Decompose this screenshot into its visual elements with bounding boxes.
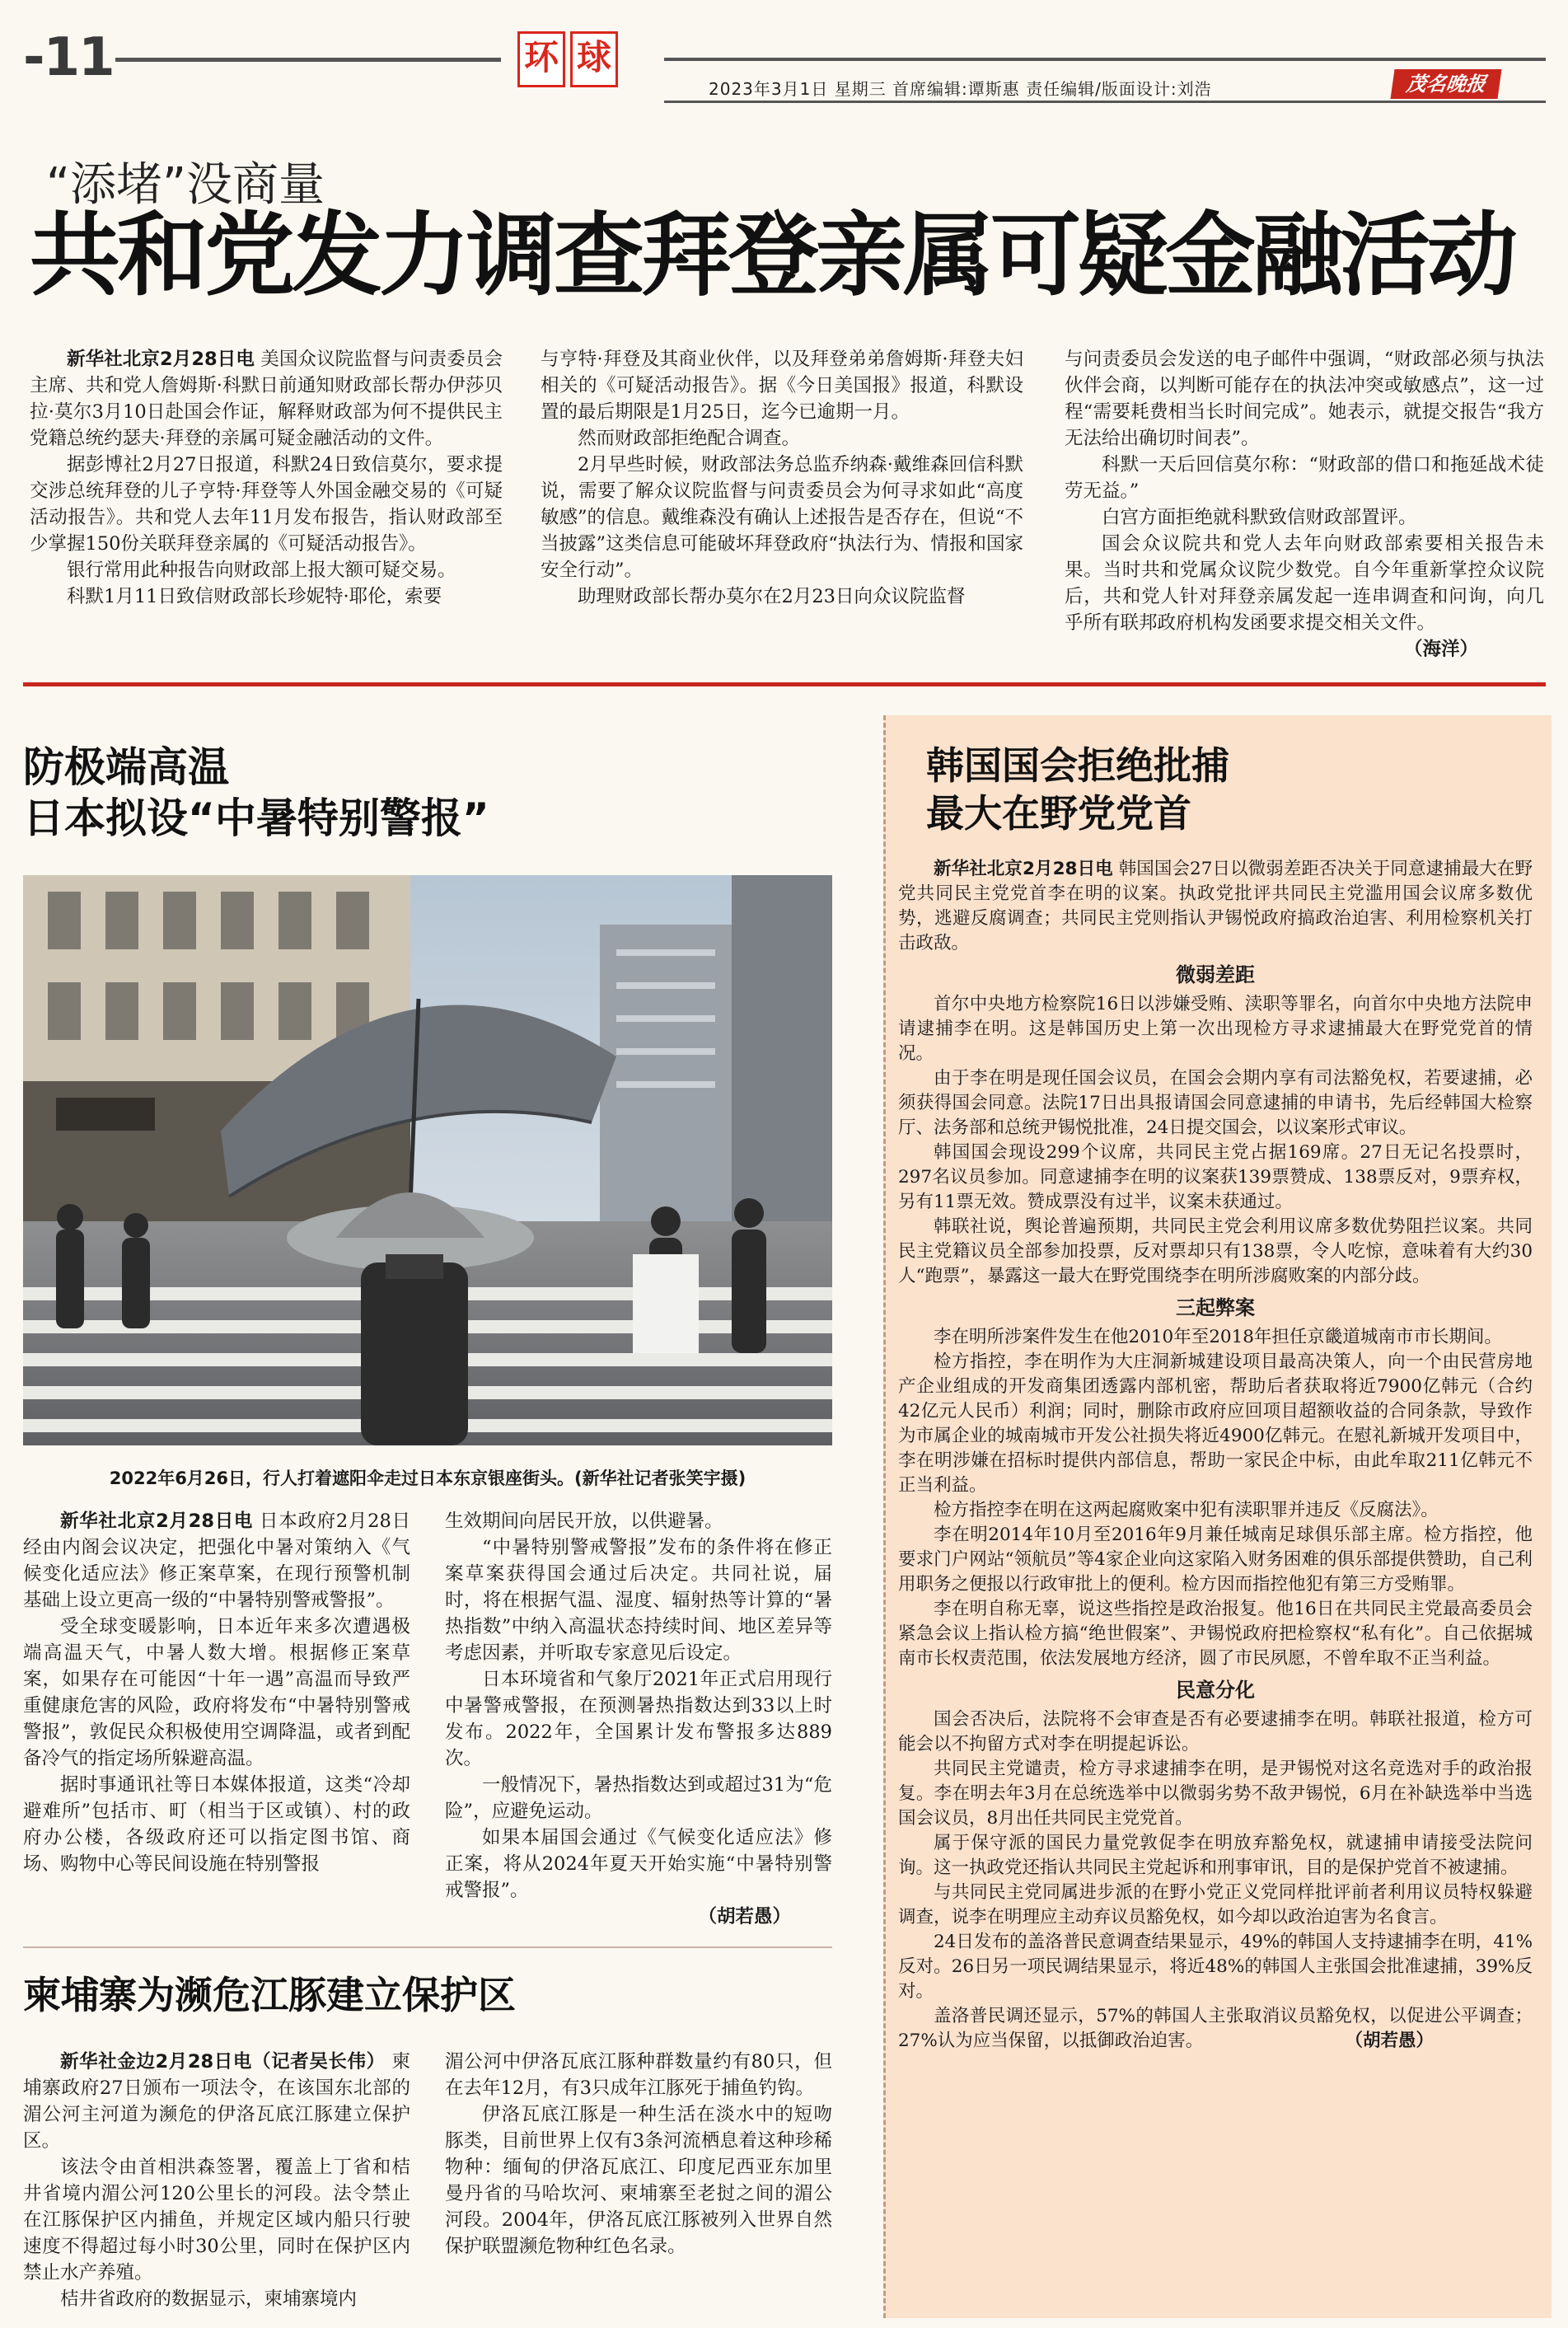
paragraph: 科默一天后回信莫尔称：“财政部的借口和拖延战术徒劳无益。” (1065, 454, 1544, 502)
header-rule-under (664, 101, 1546, 103)
header-info: 2023年3月1日 星期三 首席编辑:谭斯惠 责任编辑/版面设计:刘浩 (709, 79, 1212, 99)
header-rule-right (664, 58, 1546, 61)
lead-column-2 (541, 346, 1023, 610)
paragraph: 助理财政部长帮办莫尔在2月23日向众议院监督 (578, 586, 966, 607)
subsection-title: 民意分化 (1176, 1679, 1255, 1702)
ginza-street-photo (23, 875, 832, 1445)
lead-dateline: 新华社北京2月28日电 (67, 349, 255, 370)
paragraph: 美国众议院监督与问责委员会主席、共和党人詹姆斯·科默日前通知财政部长帮办伊莎贝拉·莫尔3月10日赴国会作证，解释财政部为何不提供民主党籍总统约瑟夫·拜登的亲属可疑金融活动的文件。 (30, 349, 503, 449)
paragraph: 检方指控李在明在这两起腐败案中犯有渎职罪并违反《反腐法》。 (934, 1500, 1439, 1520)
japan-byline: （胡若愚） (698, 1906, 791, 1928)
paragraph: 盖洛普民调还显示，57%的韩国人主张取消议员豁免权，以促进公平调查；27%认为应当保留，以抵御政治迫害。 (898, 2006, 1533, 2051)
paragraph: 该法令由首相洪森签署，覆盖上丁省和桔井省境内湄公河120公里长的河段。法令禁止在江豚保护区内捕鱼，并规定区域内船只行驶速度不得超过每小时30公里，同时在保护区内禁止水产养殖。 (23, 2157, 410, 2284)
cambodia-dateline: 新华社金边2月28日电（记者吴长伟） (60, 2051, 386, 2073)
korea-headline-line-1: 韩国国会拒绝批捕 (926, 743, 1229, 788)
section-char-1: 环 (517, 31, 565, 87)
japan-headline-line-1: 防极端高温 (23, 743, 229, 791)
paragraph: 2月早些时候，财政部法务总监乔纳森·戴维森回信科默说，需要了解众议院监督与问责委员会为何寻求如此“高度敏感”的信息。戴维森没有确认上述报告是否存在，但说“不当披露”这类信息可能破坏拜登政府“执法行为、情报和国家安全行动”。 (541, 454, 1023, 581)
japan-column-2 (445, 1508, 832, 1930)
korea-byline: （胡若愚） (1345, 2031, 1434, 2051)
paragraph: 国会众议院共和党人去年向财政部索要相关报告未果。当时共和党属众议院少数党。自今年重新掌控众议院后，共和党人针对拜登亲属发起一连串调查和问询，向几乎所有联邦政府机构发函要求提交相关文件。 (1065, 533, 1544, 634)
paragraph: 首尔中央地方检察院16日以涉嫌受贿、渎职等罪名，向首尔中央地方法院申请逮捕李在明。这是韩国历史上第一次出现检方寻求逮捕最大在野党党首的情况。 (898, 994, 1533, 1064)
paragraph: 日本环境省和气象厅2021年正式启用现行中暑警戒警报，在预测暑热指数达到33以上时发布。2022年，全国累计发布警报多达889次。 (445, 1669, 832, 1769)
lead-column-3 (1065, 346, 1544, 663)
newspaper-logo: 茂名晚报 (1390, 69, 1501, 99)
paragraph: 据彭博社2月27日报道，科默24日致信莫尔，要求提交涉总统拜登的儿子亨特·拜登等人外国金融交易的《可疑活动报告》。共和党人去年11月发布报告，指认财政部至少掌握150份关联拜登亲属的《可疑活动报告》。 (30, 454, 503, 555)
paragraph: 柬埔寨政府27日颁布一项法令，在该国东北部的湄公河主河道为濒危的伊洛瓦底江豚建立保护区。 (23, 2051, 411, 2152)
lead-kicker: “添堵”没商量 (46, 158, 325, 212)
japan-column-1 (23, 1508, 410, 1877)
paragraph: 24日发布的盖洛普民意调查结果显示，49%的韩国人支持逮捕李在明，41%反对。26日另一项民调结果显示，将近48%的韩国人主张国会批准逮捕，39%反对。 (898, 1932, 1533, 2002)
paragraph: 受全球变暖影响，日本近年来多次遭遇极端高温天气，中暑人数大增。根据修正案草案，如果存在可能因“十年一遇”高温而导致严重健康危害的风险，政府将发布“中暑特别警戒警报”，敦促民众积极使用空调降温，或者到配备冷气的指定场所躲避高温。 (23, 1616, 410, 1769)
japan-dateline: 新华社北京2月28日电 (60, 1511, 254, 1532)
header-rule-left (115, 58, 501, 62)
paragraph: 生效期间向居民开放，以供避暑。 (445, 1511, 723, 1532)
paragraph: 桔井省政府的数据显示，柬埔寨境内 (60, 2288, 358, 2310)
korea-body (898, 857, 1533, 2054)
paragraph: 韩国国会现设299个议席，共同民主党占据169席。27日无记名投票时，297名议员参加。同意逮捕李在明的议案获139票赞成、138票反对，9票弃权，另有11票无效。赞成票没有过半，议案未获通过。 (898, 1142, 1533, 1212)
paragraph: “中暑特别警戒警报”发布的条件将在修正案草案获得国会通过后决定。共同社说，届时，将在根据气温、湿度、辐射热等计算的“暑热指数”中纳入高温状态持续时间、地区差异等考虑因素，并听取专家意见后设定。 (445, 1537, 832, 1664)
paragraph: 与问责委员会发送的电子邮件中强调，“财政部必须与执法伙伴会商，以判断可能存在的执法冲突或敏感点”，这一过程“需要耗费相当长时间完成”。她表示，就提交报告“我方无法给出确切时间表”。 (1065, 349, 1544, 449)
paragraph: 共同民主党谴责，检方寻求逮捕李在明，是尹锡悦对这名竞选对手的政治报复。李在明去年3月在总统选举中以微弱劣势不敌尹锡悦，6月在补缺选举中当选国会议员，8月出任共同民主党党首。 (898, 1759, 1533, 1829)
paragraph: 伊洛瓦底江豚是一种生活在淡水中的短吻豚类，目前世界上仅有3条河流栖息着这种珍稀物种：缅甸的伊洛瓦底江、印度尼西亚东加里曼丹省的马哈坎河、柬埔寨至老挝之间的湄公河段。2004年，伊洛瓦底江豚被列入世界自然保护联盟濒危物种红色名录。 (445, 2104, 832, 2257)
paragraph: 由于李在明是现任国会议员，在国会会期内享有司法豁免权，若要逮捕，必须获得国会同意。法院17日出具报请国会同意逮捕的申请书，先后经韩国大检察厅、法务部和总统尹锡悦批准，24日提交国会，以议案形式审议。 (898, 1068, 1533, 1138)
photo-caption: 2022年6月26日，行人打着遮阳伞走过日本东京银座街头。(新华社记者张笑宇摄) (109, 1468, 747, 1488)
paragraph: 与亨特·拜登及其商业伙伴，以及拜登弟弟詹姆斯·拜登夫妇相关的《可疑活动报告》。据《今日美国报》报道，科默设置的最后期限是1月25日，迄今已逾期一月。 (541, 349, 1023, 423)
subsection-title: 三起弊案 (1176, 1296, 1255, 1319)
subsection-title: 微弱差距 (1176, 963, 1255, 986)
paragraph: 日本政府2月28日经由内阁会议决定，把强化中暑对策纳入《气候变化适应法》修正案草案，在现行预警机制基础上设立更高一级的“中暑特别警戒警报”。 (23, 1511, 410, 1611)
paragraph: 如果本届国会通过《气候变化适应法》修正案，将从2024年夏天开始实施“中暑特别警戒警报”。 (445, 1827, 832, 1901)
paragraph: 国会否决后，法院将不会审查是否有必要逮捕李在明。韩联社报道，检方可能会以不拘留方式对李在明提起诉讼。 (898, 1709, 1533, 1754)
paragraph: 韩联社说，舆论普遍预期，共同民主党会利用议席多数优势阻拦议案。共同民主党籍议员全部参加投票，反对票却只有138票，令人吃惊，意味着有大约30人“跑票”，暴露这一最大在野党围绕李在明所涉腐败案的内部分歧。 (898, 1216, 1533, 1286)
section-divider (23, 682, 1546, 686)
paragraph: 李在明2014年10月至2016年9月兼任城南足球俱乐部主席。检方指控，他要求门户网站“领航员”等4家企业向这家陷入财务困难的俱乐部提供赞助，自己利用职务之便报以行政审批上的便利。检方因而指控他犯有第三方受贿罪。 (898, 1525, 1533, 1595)
paragraph: 李在明自称无辜，说这些指控是政治报复。他16日在共同民主党最高委员会紧急会议上指认检方搞“绝世假案”、尹锡悦政府把检察权“私有化”。自己依据城南市长权责范围，依法发展地方经济，圆了市民夙愿，不曾牟取不正当利益。 (898, 1599, 1533, 1669)
lead-byline: （海洋） (1403, 639, 1478, 660)
paragraph: 与共同民主党同属进步派的在野小党正义党同样批评前者利用议员特权躲避调查，说李在明理应主动弃议员豁免权，如今却以政治迫害为名食言。 (898, 1882, 1533, 1928)
paragraph: 然而财政部拒绝配合调查。 (578, 428, 801, 449)
paragraph: 韩国国会27日以微弱差距否决关于同意逮捕最大在野党共同民主党党首李在明的议案。执政党批评共同民主党滥用国会议席多数优势，逃避反腐调查；共同民主党则指认尹锡悦政府搞政治迫害、利用检察机关打击政敌。 (898, 859, 1533, 953)
japan-headline-line-2: 日本拟设“中暑特别警报” (23, 794, 489, 842)
paragraph: 据时事通讯社等日本媒体报道，这类“冷却避难所”包括市、町（相当于区或镇）、村的政府办公楼，各级政府还可以指定图书馆、商场、购物中心等民间设施在特别警报 (23, 1774, 410, 1875)
paragraph: 一般情况下，暑热指数达到或超过31为“危险”，应避免运动。 (445, 1774, 832, 1822)
paragraph: 属于保守派的国民力量党敦促李在明放弃豁免权，就逮捕申请接受法院问询。这一执政党还指认共同民主党起诉和刑事审讯，目的是保护党首不被逮捕。 (898, 1833, 1533, 1878)
section-tag (517, 31, 623, 87)
japan-headline (23, 742, 489, 844)
cambodia-column-1 (23, 2049, 410, 2312)
paragraph: 李在明所涉案件发生在他2010年至2018年担任京畿道城南市市长期间。 (934, 1327, 1502, 1347)
lead-column-1 (30, 346, 503, 610)
section-divider (23, 1946, 832, 1948)
korea-headline (926, 742, 1229, 837)
cambodia-column-2 (445, 2049, 832, 2260)
paragraph: 银行常用此种报告向财政部上报大额可疑交易。 (67, 560, 456, 581)
paragraph: 检方指控，李在明作为大庄洞新城建设项目最高决策人，向一个由民营房地产企业组成的开发商集团透露内部机密，帮助后者获取将近7900亿韩元（合约42亿元人民币）利润；同时，删除市政府应回项目超额收益的合同条款，导致作为市属企业的城南城市开发公社损失将近4900亿韩元。在慰礼新城开发项目中，李在明涉嫌在招标时提供内部信息，帮助一家民企中标，由此牟取211亿韩元不正当利益。 (898, 1351, 1533, 1496)
page-number: -11 (23, 27, 114, 88)
paragraph: 科默1月11日致信财政部长珍妮特·耶伦，索要 (67, 586, 442, 607)
paragraph: 白宫方面拒绝就科默致信财政部置评。 (1102, 507, 1417, 528)
cambodia-headline: 柬埔寨为濒危江豚建立保护区 (23, 1973, 516, 2017)
lead-headline: 共和党发力调查拜登亲属可疑金融活动 (30, 203, 1514, 308)
paragraph: 湄公河中伊洛瓦底江豚种群数量约有80只，但在去年12月，有3只成年江豚死于捕鱼钓钩。 (445, 2051, 832, 2099)
section-char-2: 球 (570, 31, 618, 87)
korea-dateline: 新华社北京2月28日电 (934, 859, 1113, 879)
korea-headline-line-2: 最大在野党党首 (926, 791, 1191, 836)
